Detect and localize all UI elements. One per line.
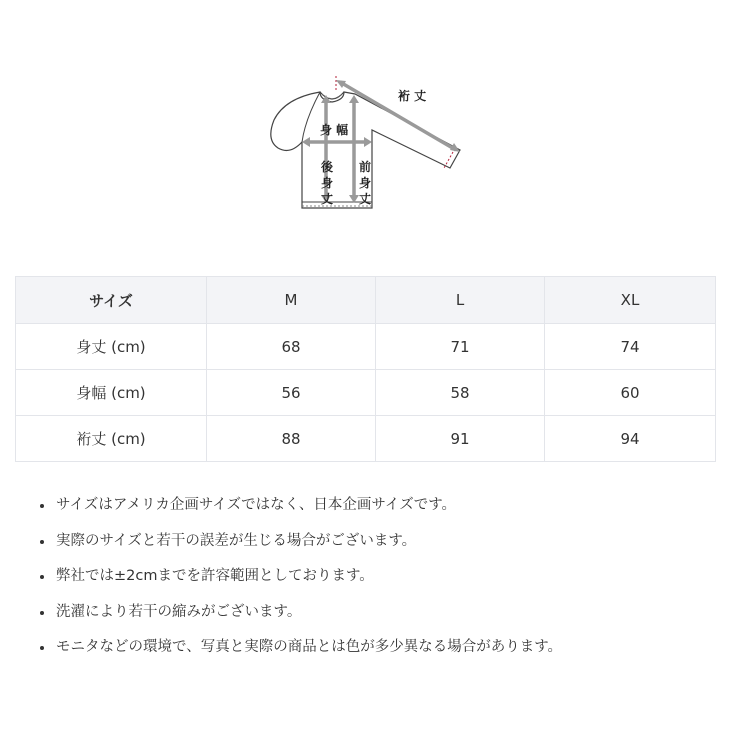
cell-value: 71: [376, 324, 545, 370]
list-item: • モニタなどの環境で、写真と実際の商品とは色が多少異なる場合があります。: [54, 632, 730, 668]
front-length-label-1: 前: [359, 160, 372, 174]
row-label: 裄丈 (cm): [16, 416, 207, 462]
size-table: [15, 276, 716, 462]
list-item: • サイズはアメリカ企画サイズではなく、日本企画サイズです。: [54, 490, 730, 526]
cell-value: 56: [207, 370, 376, 416]
body-width-label: 身 幅: [320, 123, 349, 137]
header-xl: XL: [545, 277, 716, 324]
table-row: [16, 416, 716, 462]
list-item: • 弊社では±2cmまでを許容範囲としております。: [54, 561, 730, 597]
cell-value: 74: [545, 324, 716, 370]
cell-value: 91: [376, 416, 545, 462]
row-label: 身幅 (cm): [16, 370, 207, 416]
cell-value: 68: [207, 324, 376, 370]
back-length-label-2: 身: [321, 176, 334, 190]
cell-value: 94: [545, 416, 716, 462]
back-length-label-3: 丈: [321, 192, 334, 206]
sleeve-length-label: 裄 丈: [398, 89, 427, 103]
notes-list: [36, 490, 730, 668]
front-length-label-2: 身: [359, 176, 372, 190]
header-l: L: [376, 277, 545, 324]
table-row: [16, 324, 716, 370]
back-length-label-1: 後: [321, 160, 334, 174]
header-size: サイズ: [16, 277, 207, 324]
cell-value: 88: [207, 416, 376, 462]
list-item: • 洗濯により若干の縮みがございます。: [54, 597, 730, 633]
cell-value: 60: [545, 370, 716, 416]
front-length-label-3: 丈: [359, 192, 372, 206]
table-header-row: [16, 277, 716, 324]
header-m: M: [207, 277, 376, 324]
row-label: 身丈 (cm): [16, 324, 207, 370]
sweatshirt-illustration: [260, 70, 480, 225]
table-row: [16, 370, 716, 416]
garment-measurement-diagram: [260, 70, 480, 225]
cell-value: 58: [376, 370, 545, 416]
list-item: • 実際のサイズと若干の誤差が生じる場合がございます。: [54, 526, 730, 562]
